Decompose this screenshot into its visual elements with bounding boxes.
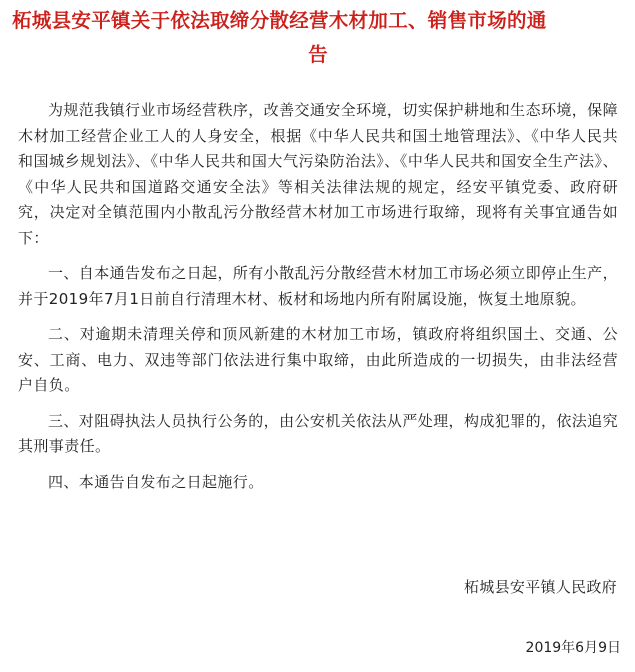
notice-body xyxy=(18,98,618,495)
issuer-signature: 柘城县安平镇人民政府 xyxy=(463,578,617,596)
notice-title xyxy=(12,4,624,72)
notice-title-line1: 柘城县安平镇关于依法取缔分散经营木材加工、销售市场的通 xyxy=(12,9,547,32)
clause-three-paragraph: 三、对阻碍执法人员执行公务的，由公安机关依法从严处理，构成犯罪的，依法追究其刑事责任。 xyxy=(18,411,618,455)
clause-four-paragraph: 四、本通告自发布之日起施行。 xyxy=(48,472,264,491)
intro-paragraph: 为规范我镇行业市场经营秩序，改善交通安全环境，切实保护耕地和生态环境，保障木材加工经营企业工人的人身安全，根据《中华人民共和国土地管理法》、《中华人民共和国城乡规划法》、《中华人民共和国大气污染防治法》、《中华人民共和国安全生产法》、《中华人民共和国道路交通安全法》等相关法律法规的规定，经安平镇党委、政府研究，决定对全镇范围内小散乱污分散经营木材加工市场进行取缔，现将有关事宜通告如下： xyxy=(18,101,618,247)
clause-one-paragraph: 一、自本通告发布之日起，所有小散乱污分散经营木材加工市场必须立即停止生产，并于2019年7月1日前自行清理木材、板材和场地内所有附属设施，恢复土地原貌。 xyxy=(18,264,618,308)
notice-title-line2: 告 xyxy=(308,43,328,66)
issue-date: 2019年6月9日 xyxy=(525,640,621,656)
clause-two-paragraph: 二、对逾期未清理关停和顶风新建的木材加工市场，镇政府将组织国土、交通、公安、工商、电力、双违等部门依法进行集中取缔，由此所造成的一切损失，由非法经营户自负。 xyxy=(18,325,618,394)
